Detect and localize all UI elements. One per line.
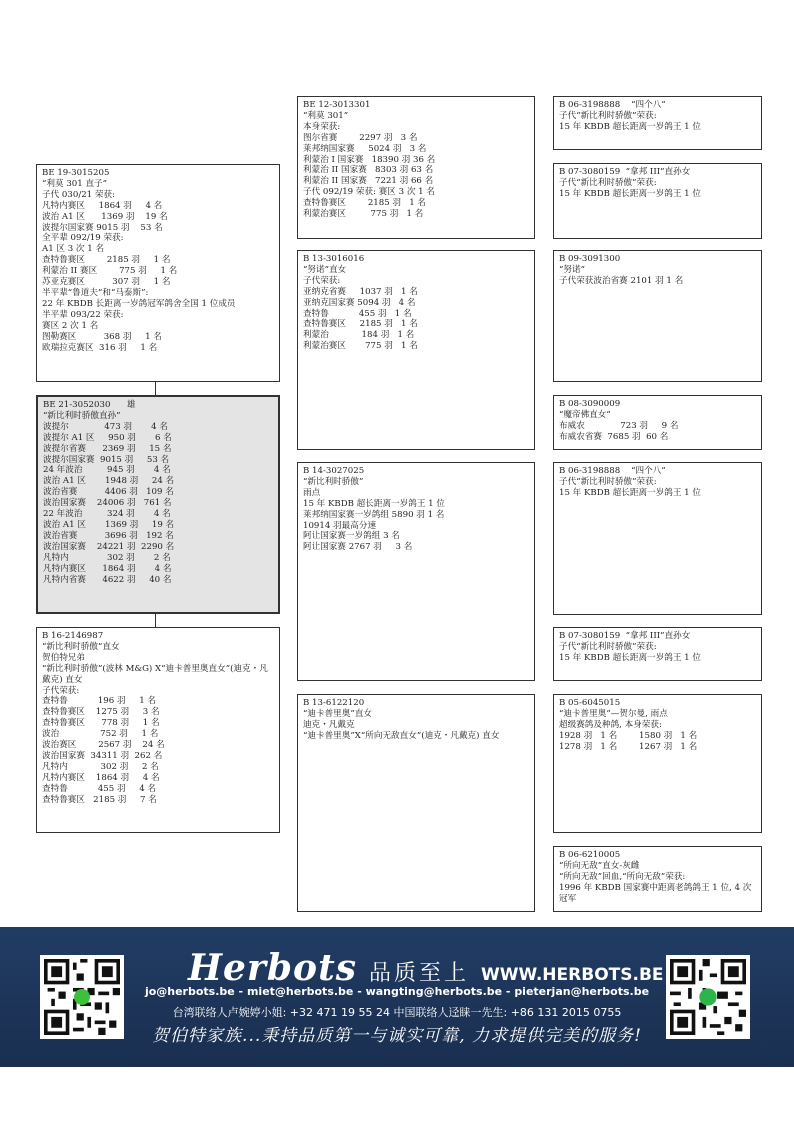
pedigree-text-line: 波提尔国家赛 9015 羽 53 名 [42,222,163,233]
pedigree-text-line: 利蒙治赛区 775 羽 1 名 [303,341,418,352]
pedigree-text-line: B 08-3090009 [559,399,621,409]
pedigree-text-line: BE 19-3015205 [42,168,110,178]
pedigree-text-line: B 13-3016016 [303,254,365,264]
pedigree-text-line: 半平辈“鲁道夫”和“马泰斯”: [42,287,149,298]
pedigree-text-line: 波提尔省赛 2369 羽 15 名 [43,443,172,454]
pedigree-text-line: 24 年波治 945 羽 4 名 [43,465,171,476]
pedigree-text-line: 布威农省赛 7685 羽 60 名 [559,431,669,442]
pedigree-text-line: 波提尔 A1 区 950 羽 6 名 [43,432,172,443]
pedigree-text-line: “所向无敌”回血,“所向无敌”荣获: [559,871,686,882]
pedigree-text-line: B 14-3027025 [303,466,365,476]
pedigree-text-line: B 09-3091300 [559,254,621,264]
pedigree-box-ggp-3 [553,250,762,382]
pedigree-text-line: “利莫 301” [303,110,349,121]
footer-banner [0,927,794,1067]
pedigree-text-line: 利蒙治 II 赛区 775 羽 1 名 [42,266,178,277]
pedigree-text-line: 凡特内 302 羽 2 名 [42,761,159,772]
pedigree-text-line: B 07-3080159 “拿邦 III”直孙女 [559,167,691,177]
pedigree-text-line: 10914 羽最高分速 [303,520,377,531]
pedigree-text-line: 子代“新比利时骄傲”荣获: [559,110,657,121]
brand-slogan: 品质至上 [368,961,469,986]
wechat-icon [699,988,716,1005]
pedigree-text-line: 本身荣获: [303,121,341,132]
pedigree-text-line: 利蒙治 184 羽 1 名 [303,330,415,341]
pedigree-text-line: “所向无敌”直女-灰雌 [559,860,640,871]
pedigree-text-line: B 07-3080159 “拿邦 III”直孙女 [559,631,691,641]
pedigree-text-line: 查特鲁赛区 2185 羽 1 名 [42,255,171,266]
pedigree-text-line: 15 年 KBDB 超长距离一岁鸽王 1 位 [559,121,701,132]
pedigree-text-line: 波治国家赛 34311 羽 262 名 [42,750,163,761]
pedigree-text-line: 波治国家赛 24006 羽 761 名 [43,498,172,509]
pedigree-text-line: “迪卡普里奥”直女 [303,708,372,719]
pedigree-text-line: 莱邦纳国家赛 5024 羽 3 名 [303,143,427,154]
pedigree-text-line: 凡特内省赛 4622 羽 40 名 [43,574,172,585]
pedigree-text-line: 波治赛区 2567 羽 24 名 [42,740,165,751]
pedigree-text-line: 苏亚克赛区 307 羽 1 名 [42,277,171,288]
pedigree-text-line: 欧瑞拉克赛区 316 羽 1 名 [42,342,158,353]
pedigree-text-line: 全平辈 092/19 荣获: [42,233,124,244]
phone-contacts: 台湾联络人卢婉婷小姐: +32 471 19 55 24 中国联络人迳睐一先生: +86 131 2015 0755 [172,1006,622,1019]
brand-header [188,947,664,989]
pedigree-text-line: 波治国家赛 24221 羽 2290 名 [43,541,175,552]
pedigree-text-line: 波治省赛 3696 羽 192 名 [43,530,174,541]
pedigree-text-line: 迪克・凡戴克 [303,719,355,730]
pedigree-text-line: 查特鲁赛区 778 羽 1 名 [42,718,160,729]
pedigree-text-line: BE 12-3013301 [303,100,371,110]
pedigree-text-line: 凡特内赛区 1864 羽 4 名 [42,772,160,783]
pedigree-text-line: 波治 A1 区 1369 羽 19 名 [43,519,175,530]
pedigree-text-line: 雨点 [303,487,321,498]
qr-code-pattern [670,959,746,1035]
pedigree-text-line: 1278 羽 1 名 1267 羽 1 名 [559,741,698,752]
pedigree-box-dam-sire [297,462,535,681]
pedigree-text-line: “迪卡普里奥”—贺尔曼, 雨点 [559,708,668,719]
pedigree-text-line: 子代 092/19 荣获: 赛区 3 次 1 名 [303,187,435,198]
footer-tagline: 贺伯特家族...秉持品质第一与诚实可靠, 力求提供完美的服务! [152,1026,642,1046]
pedigree-text-line: 凡特内赛区 1864 羽 4 名 [43,563,172,574]
pedigree-text-line: 莱邦纳国家赛一岁鸽组 5890 羽 1 名 [303,509,445,520]
pedigree-text-line: 阿让国家赛 2767 羽 3 名 [303,542,413,553]
pedigree-text-line: 利蒙治 II 国家赛 7221 羽 66 名 [303,176,434,187]
pedigree-text-line: 波治 A1 区 1369 羽 19 名 [42,211,168,222]
pedigree-text-line: 布威农 723 羽 9 名 [559,420,679,431]
pedigree-text-line: 22 年 KBDB 长距离一岁鸽冠军鸽舍全国 1 位成员 [42,298,236,309]
email-contacts[interactable]: jo@herbots.be - miet@herbots.be - wangting@herbots.be - pieterjan@herbots.be [144,985,650,998]
pedigree-text-line: 查特鲁赛区 2185 羽 1 名 [303,198,427,209]
pedigree-text-line: 利蒙治 I 国家赛 18390 羽 36 名 [303,154,436,165]
pedigree-text-line: 图勒赛区 368 羽 1 名 [42,331,162,342]
pedigree-text-line: 15 年 KBDB 超长距离一岁鸽王 1 位 [303,498,445,509]
pedigree-box-ggp-8 [553,846,762,912]
pedigree-text-line: 1996 年 KBDB 国家赛中距离老鸽鸽王 1 位, 4 次冠军 [559,882,752,904]
pedigree-text-line: 利蒙治赛区 775 羽 1 名 [303,209,424,220]
website-link[interactable]: WWW.HERBOTS.BE [480,965,664,985]
pedigree-text-line: “努诺”直女 [303,264,347,275]
pedigree-text-line: 查特鲁赛区 2185 羽 7 名 [42,794,157,805]
pedigree-text-line: 子代荣获: [42,685,80,696]
pedigree-text-line: 波治省赛 4406 羽 109 名 [43,487,174,498]
pedigree-text-line: 图尔省赛 2297 羽 3 名 [303,132,418,143]
pedigree-text-line: 子代“新比利时骄傲”荣获: [559,177,657,188]
pedigree-box-sire-dam [297,250,535,450]
pedigree-box-ggp-1 [553,96,762,150]
pedigree-box-ggp-7 [553,694,762,833]
pedigree-text-line: 子代 030/21 荣获: [42,189,115,200]
pedigree-text-line: 超级赛鸽及种鸽, 本身荣获: [559,719,662,730]
pedigree-text-line: 查特鲁 455 羽 1 名 [303,308,412,319]
pedigree-text-line: “新比利时骄傲” [303,476,364,487]
pedigree-text-line: 子代“新比利时骄傲”荣获: [559,641,657,652]
qr-code-right[interactable] [666,955,750,1039]
pedigree-text-line: 查特鲁赛区 2185 羽 1 名 [303,319,418,330]
pedigree-box-ggp-5 [553,462,762,615]
pedigree-text-line: “魔帝佛直女” [559,409,611,420]
pedigree-text-line: 查特鲁 196 羽 1 名 [42,696,157,707]
pedigree-text-line: 子代“新比利时骄傲”荣获: [559,476,657,487]
pedigree-text-line: 22 年波治 324 羽 4 名 [43,509,171,520]
herbots-logo: Herbots [188,947,357,989]
pedigree-box-ggp-2 [553,163,762,239]
connector-line [155,381,156,396]
pedigree-text-line: B 06-3198888 “四个八” [559,466,666,476]
pedigree-box-dam [36,627,280,833]
pedigree-text-line: B 06-3198888 “四个八” [559,100,666,110]
pedigree-text-line: 波治 A1 区 1948 羽 24 名 [43,476,175,487]
pedigree-text-line: 查特鲁赛区 1275 羽 3 名 [42,707,160,718]
pedigree-text-line: 15 年 KBDB 超长距离一岁鸽王 1 位 [559,188,701,199]
pedigree-text-line: “努诺” [559,264,585,275]
pedigree-text-line: B 16-2146987 [42,631,104,641]
pedigree-text-line: 亚纳克省赛 1037 羽 1 名 [303,286,418,297]
pedigree-text-line: 利蒙治 II 国家赛 8303 羽 63 名 [303,165,434,176]
pedigree-text-line: “迪卡普里奥”X“所向无敌直女”(迪克・凡戴克) 直女 [303,730,500,741]
pedigree-box-dam-dam [297,694,535,912]
pedigree-text-line: 阿让国家赛一岁鸽组 3 名 [303,531,400,542]
pedigree-text-line: 查特鲁 455 羽 4 名 [42,783,157,794]
pedigree-box-ggp-4 [553,395,762,450]
pedigree-box-subject [36,395,280,614]
pedigree-text-line: B 13-6122120 [303,698,365,708]
pedigree-text-line: 赛区 2 次 1 名 [42,320,99,331]
pedigree-text-line: 半平辈 093/22 荣获: [42,309,124,320]
pedigree-text-line: “利莫 301 直子” [42,178,108,189]
pedigree-text-line: 1928 羽 1 名 1580 羽 1 名 [559,730,698,741]
pedigree-text-line: “新比利时骄傲”直女 [42,641,120,652]
connector-line [155,613,156,628]
pedigree-box-ggp-6 [553,627,762,681]
pedigree-text-line: 贺伯特兄弟 [42,652,85,663]
pedigree-box-sire [36,164,280,382]
pedigree-text-line: 子代荣获: [303,275,341,286]
pedigree-text-line: B 06-6210005 [559,850,621,860]
pedigree-text-line: 波提尔国家赛 9015 羽 53 名 [43,454,170,465]
pedigree-text-line: 15 年 KBDB 超长距离一岁鸽王 1 位 [559,487,701,498]
pedigree-text-line: A1 区 3 次 1 名 [42,244,105,255]
pedigree-text-line: 凡特内赛区 1864 羽 4 名 [42,200,163,211]
pedigree-text-line: 波治 752 羽 1 名 [42,729,159,740]
pedigree-text-line: 波提尔 473 羽 4 名 [43,421,168,432]
pedigree-text-line: 子代荣获波治省赛 2101 羽 1 名 [559,275,684,286]
pedigree-text-line: B 05-6045015 [559,698,621,708]
pedigree-box-sire-sire [297,96,535,239]
pedigree-text-line: “新比利时骄傲”(波林 M&G) X“迪卡普里奥直女”(迪克・凡戴克) 直女 [42,663,268,685]
pedigree-text-line: 15 年 KBDB 超长距离一岁鸽王 1 位 [559,652,701,663]
pedigree-text-line: “新比利时骄傲直孙” [43,410,121,421]
pedigree-text-line: BE 21-3052030 雄 [43,400,136,410]
pedigree-text-line: 凡特内 302 羽 2 名 [43,552,171,563]
pedigree-text-line: 亚纳克国家赛 5094 羽 4 名 [303,297,416,308]
